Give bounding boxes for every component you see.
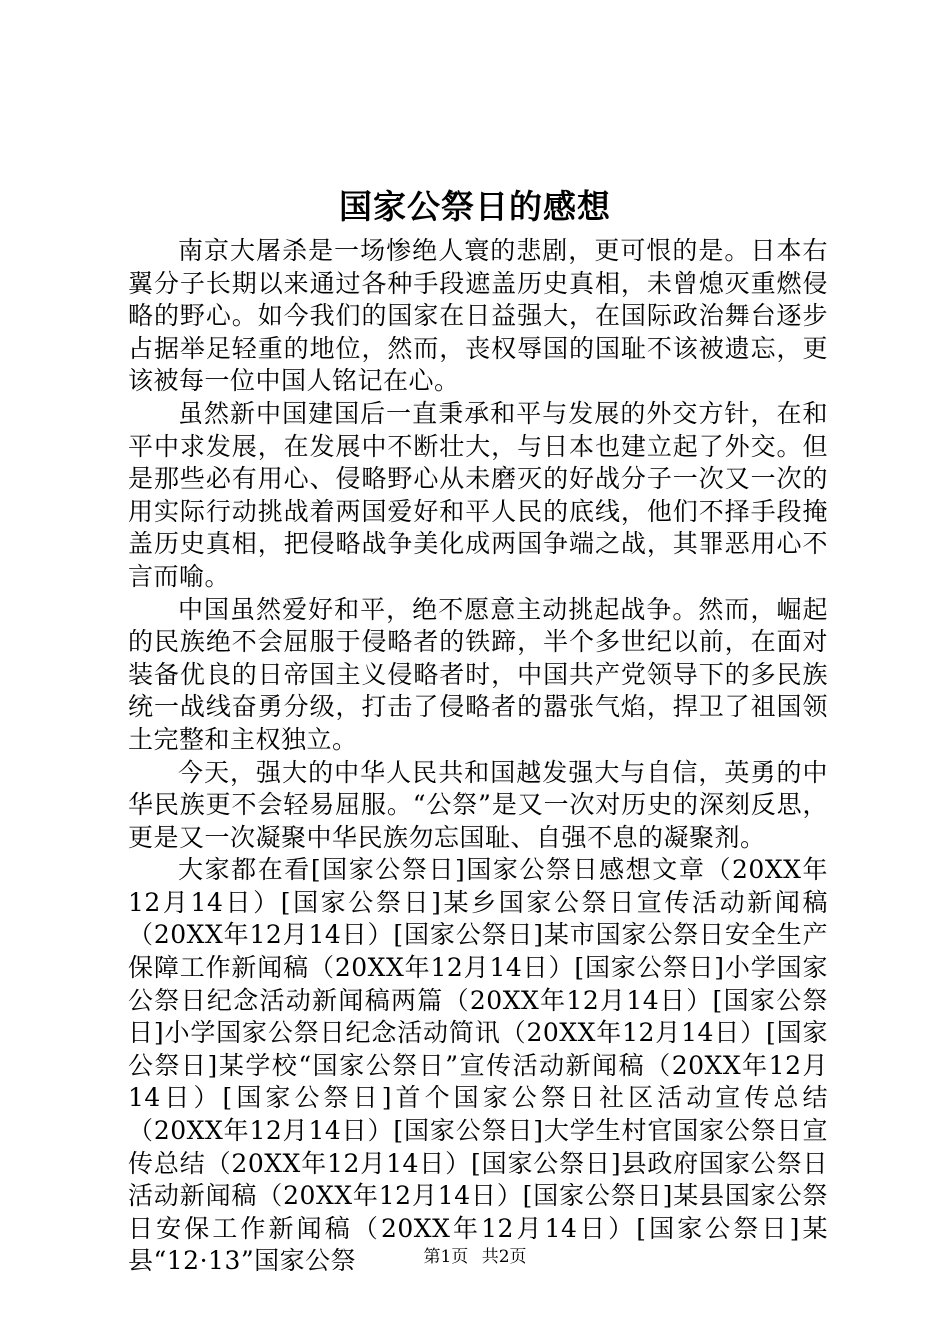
document-title: 国家公祭日的感想 <box>339 187 611 226</box>
paragraph-related-articles: 大家都在看[国家公祭日]国家公祭日感想文章（20XX年12月14日）[国家公祭日]某乡国家公祭日宣传活动新闻稿（20XX年12月14日）[国家公祭日]某市国家公祭日安全生产保障工作新闻稿（20XX年12月14日）[国家公祭日]小学国家公祭日纪念活动新闻稿两篇（20XX年12月14日）[国家公祭日]小学国家公祭日纪念活动简讯（20XX年12月14日）[国家公祭日]某学校“国家公祭日”宣传活动新闻稿（20XX年12月14日）[国家公祭日]首个国家公祭日社区活动宣传总结（20XX年12月14日）[国家公祭日]大学生村官国家公祭日宣传总结（20XX年12月14日）[国家公祭日]县政府国家公祭日活动新闻稿（20XX年12月14日）[国家公祭日]某县国家公祭日安保工作新闻稿（20XX年12月14日）[国家公祭日]某县“12·13”国家公祭 <box>128 855 828 1276</box>
paragraph-2: 虽然新中国建国后一直秉承和平与发展的外交方针，在和平中求发展，在发展中不断壮大，与日本也建立起了外交。但是那些必有用心、侵略野心从未磨灭的好战分子一次又一次的用实际行动挑战着两国爱好和平人民的底线，他们不择手段掩盖历史真相，把侵略战争美化成两国争端之战，其罪恶用心不言而喻。 <box>128 398 828 591</box>
paragraph-4: 今天，强大的中华人民共和国越发强大与自信，英勇的中华民族更不会轻易屈服。“公祭”是又一次对历史的深刻反思，更是又一次凝聚中华民族勿忘国耻、自强不息的凝聚剂。 <box>128 757 828 852</box>
document-body <box>128 235 828 1278</box>
page-total: 共2页 <box>481 1247 527 1267</box>
page-footer <box>0 1246 950 1268</box>
paragraph-1: 南京大屠杀是一场惨绝人寰的悲剧，更可恨的是。日本右翼分子长期以来通过各种手段遮盖历史真相，未曾熄灭重燃侵略的野心。如今我们的国家在日益强大，在国际政治舞台逐步占据举足轻重的地位，然而，丧权辱国的国耻不该被遗忘，更该被每一位中国人铭记在心。 <box>128 236 828 396</box>
page-number: 第1页 <box>423 1247 469 1267</box>
paragraph-3: 中国虽然爱好和平，绝不愿意主动挑起战争。然而，崛起的民族绝不会屈服于侵略者的铁蹄，半个多世纪以前，在面对装备优良的日帝国主义侵略者时，中国共产党领导下的多民族统一战线奋勇分级，打击了侵略者的嚣张气焰，捍卫了祖国领土完整和主权独立。 <box>128 594 828 754</box>
